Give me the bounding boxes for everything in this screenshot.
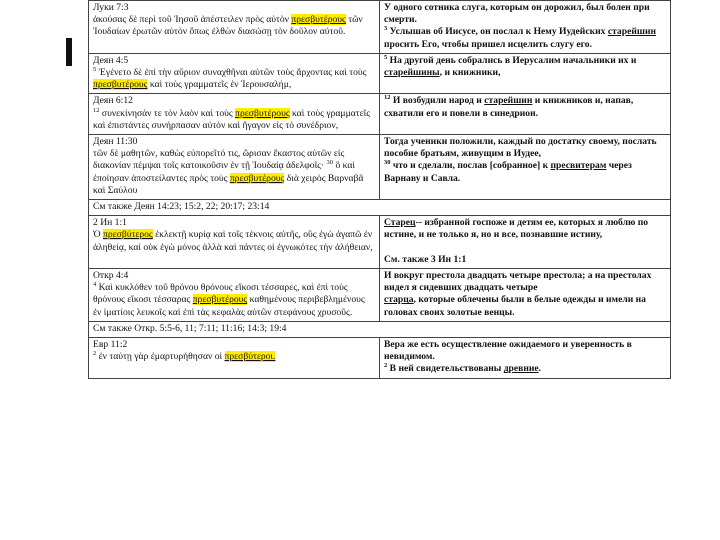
verse-reference: Тогда ученики положили, каждый по достатку своему, послать пособие братьям, живущим в Иудее, — [384, 136, 657, 160]
verse-text: τῶν Ἰουδαίων ἐρωτῶν αὐτὸν ὅπως ἐλθὼν διασώσῃ τὸν δοῦλον αὐτοῦ. — [93, 14, 363, 38]
verse-text: . — [538, 363, 542, 375]
verse-number: 4 — [93, 281, 97, 289]
table-row — [89, 321, 671, 337]
highlighted-term: πρεσβύτερος — [103, 229, 153, 241]
table-row — [89, 269, 671, 322]
table-row — [89, 216, 671, 269]
verse-text: , и книжники, — [439, 67, 501, 79]
left-margin-mark — [66, 38, 72, 66]
see-also-reference: См. также 3 Ин 1:1 — [384, 253, 467, 265]
highlighted-term: πρεσβύτεροι. — [224, 351, 276, 363]
underlined-term: древние — [503, 363, 539, 375]
highlighted-term: πρεσβυτέρους — [291, 14, 346, 26]
verse-text: καθημένους περιβεβλημένους ἐν ἱματίοις λευκοῖς καὶ ἐπὶ τὰς κεφαλὰς αὐτῶν στεφάνους χρυσοῦς. — [93, 294, 365, 318]
verse-reference: Откр 4:4 — [93, 270, 129, 282]
verse-text: В ней свидетельствованы — [387, 363, 504, 375]
table-row — [89, 338, 671, 379]
verse-reference: У одного сотника слуга, которым он дорожил, был болен при смерти. — [384, 2, 650, 26]
verse-text: Καὶ κυκλόθεν τοῦ θρόνου θρόνους εἴκοσι τέσσαρες, καὶ ἐπὶ τοὺς θρόνους εἴκοσι τέσσαρας — [93, 282, 348, 306]
see-also-cell: См также Откр. 5:5-6, 11; 7:11; 11:16; 14:3; 19:4 — [89, 321, 671, 337]
verse-text: и книжников и, напав, схватили его и повели в синедрион. — [384, 95, 634, 119]
verse-text: И возбудили народ и — [390, 95, 485, 107]
greek-text-cell — [89, 216, 380, 269]
verse-number: 12 — [384, 94, 391, 102]
greek-text-cell — [89, 338, 380, 379]
table-row — [89, 53, 671, 94]
underlined-term: старейшин — [484, 95, 533, 107]
verse-text: Ἐγένετο δὲ ἐπὶ τὴν αὔριον συναχθῆναι αὐτῶν τοὺς ἄρχοντας καὶ τοὺς — [96, 67, 367, 79]
see-also-cell: См также Деян 14:23; 15:2, 22; 20:17; 23:14 — [89, 200, 671, 216]
highlighted-term: πρεσβυτέρους — [235, 107, 290, 119]
table-row — [89, 1, 671, 54]
verse-text: διὰ χειρὸς Βαρναβᾶ καὶ Σαύλου — [93, 172, 364, 196]
verse-number: 2 — [384, 362, 388, 370]
verse-text: -- избранной госпоже и детям ее, которых я люблю по истине, и не только я, но и все, познавшие истину, — [384, 217, 649, 241]
verse-comparison-table — [88, 0, 671, 379]
table-row — [89, 94, 671, 135]
verse-text: ἐν ταύτῃ γὰρ ἐμαρτυρήθησαν οἱ — [96, 351, 225, 363]
verse-text: ἐκλεκτῇ κυρίᾳ καὶ τοῖς τέκνοις αὐτῆς, οὓς ἐγὼ ἀγαπῶ ἐν ἀληθείᾳ, καὶ οὐκ ἐγὼ μόνος ἀλλὰ καὶ πάντες οἱ ἐγνωκότες τὴν ἀλήθειαν, — [93, 229, 373, 253]
greek-text-cell — [89, 53, 380, 94]
verse-number: 3 — [384, 25, 388, 33]
verse-reference: 2 Ин 1:1 — [93, 217, 127, 229]
verse-number: 30 — [384, 159, 391, 167]
underlined-term: Старец — [384, 217, 416, 229]
underlined-term: старейшин — [607, 26, 657, 38]
highlighted-term: πρεσβυτέρους — [229, 172, 285, 184]
table-row — [89, 200, 671, 216]
verse-text: καὶ τοὺς γραμματεῖς καὶ ἐπιστάντες συνήρπασαν αὐτὸν καὶ ἤγαγον εἰς τὸ συνέδριον, — [93, 107, 371, 131]
verse-text: что и сделали, послав [собранное] к — [390, 160, 551, 172]
russian-text-cell — [380, 53, 671, 94]
russian-text-cell — [380, 269, 671, 322]
verse-number: 5 — [93, 65, 97, 73]
underlined-term: старейшины — [384, 67, 440, 79]
table-row — [89, 135, 671, 200]
russian-text-cell — [380, 1, 671, 54]
highlighted-term: πρεσβυτέρους — [192, 294, 248, 306]
verse-text: просить Его, чтобы пришел исцелить слугу его. — [384, 38, 592, 50]
verse-reference: Деян 6:12 — [93, 95, 133, 107]
russian-text-cell — [380, 135, 671, 200]
verse-reference: И вокруг престола двадцать четыре престола; а на престолах видел я сидевших двадцать четыре — [384, 270, 652, 294]
greek-text-cell — [89, 1, 380, 54]
verse-number: 2 — [93, 350, 97, 358]
underlined-term: старца — [384, 294, 414, 306]
highlighted-term: πρεσβυτέρους — [93, 79, 148, 91]
verse-reference: Деян 4:5 — [93, 54, 129, 66]
verse-text: На другой день собрались в Иерусалим начальники их и — [387, 54, 637, 66]
verse-number: 12 — [93, 106, 100, 114]
russian-text-cell — [380, 216, 671, 269]
greek-text-cell — [89, 135, 380, 200]
verse-text: ὃ καὶ ἐποίησαν ἀποστείλαντες πρὸς τοὺς — [93, 160, 355, 184]
greek-text-cell — [89, 269, 380, 322]
verse-text: καὶ τοὺς γραμματεῖς ἐν Ἱερουσαλήμ, — [147, 79, 292, 91]
verse-reference: Вера же есть осуществление ожидаемого и уверенность в невидимом. — [384, 339, 632, 363]
verse-text: Ὁ — [93, 229, 103, 241]
verse-reference: Луки 7:3 — [93, 2, 129, 13]
verse-text: ἀκούσας δὲ περὶ τοῦ Ἰησοῦ ἀπέστειλεν πρὸς αὐτὸν — [93, 14, 292, 26]
verse-text: Услышав об Иисусе, он послал к Нему Иудейских — [387, 26, 608, 38]
verse-text: τῶν δὲ μαθητῶν, καθὼς εὐπορεῖτό τις, ὥρισαν ἕκαστος αὐτῶν εἰς διακονίαν πέμψαι τοῖς κατοικοῦσιν ἐν τῇ Ἰουδαίᾳ ἀδελφοῖς· — [93, 148, 345, 172]
underlined-term: пресвитерам — [550, 160, 607, 172]
verse-text: , которые облечены были в белые одежды и имели на головах своих золотые венцы. — [384, 294, 646, 318]
verse-number: 30 — [326, 159, 334, 167]
verse-reference: Евр 11:2 — [93, 339, 128, 351]
verse-text: συνεκίνησάν τε τὸν λαὸν καὶ τοὺς — [99, 107, 236, 119]
verse-reference: Деян 11:30 — [93, 136, 138, 148]
verse-number: 5 — [384, 53, 388, 61]
russian-text-cell — [380, 338, 671, 379]
russian-text-cell — [380, 94, 671, 135]
greek-text-cell — [89, 94, 380, 135]
verse-text: через Варнаву и Савла. — [384, 160, 632, 184]
